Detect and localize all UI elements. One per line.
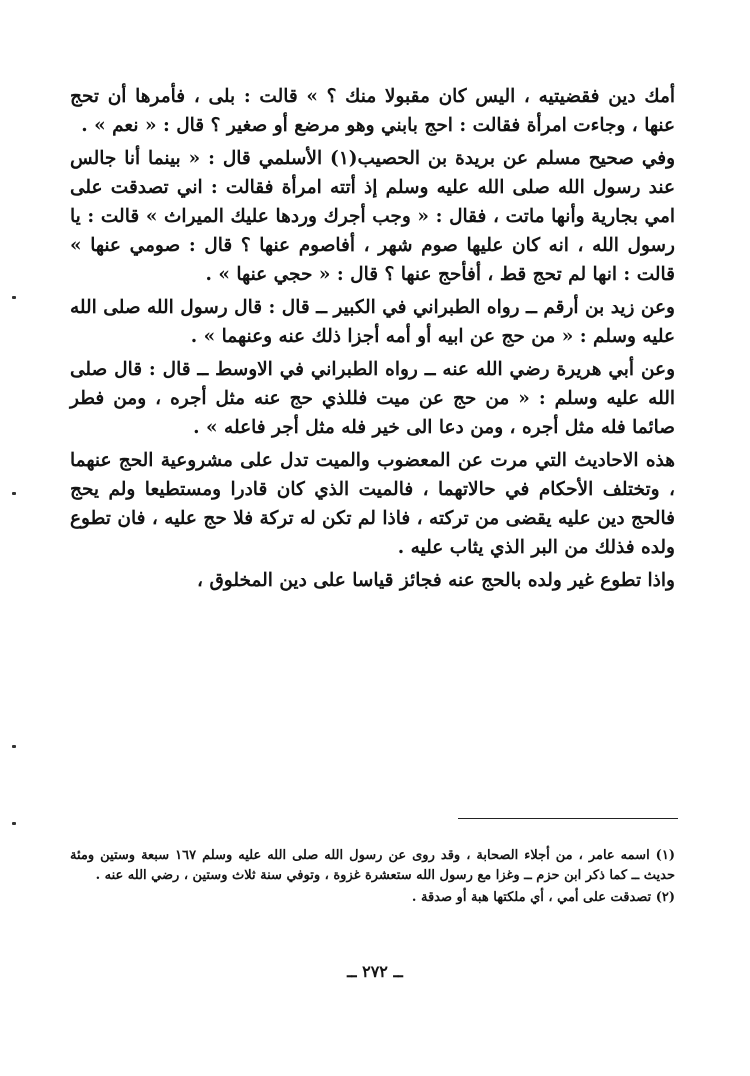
page-number: ــ ٢٧٢ ــ [347, 962, 403, 981]
footnote-separator [458, 818, 678, 819]
paragraph-6: واذا تطوع غير ولده بالحج عنه فجائز قياسا على دين المخلوق ، [197, 570, 675, 591]
footnotes [70, 846, 675, 910]
paragraph-4: وعن أبي هريرة رضي الله عنه ــ رواه الطبراني في الاوسط ــ قال : قال صلى الله عليه وسلم : « من حج عن ميت فللذي حج عنه مثل أجره ، ومن فطر صائما فله مثل أجره ، ومن دعا الى خير فله مثل أجر فاعله » . [70, 359, 675, 438]
margin-mark [12, 822, 16, 825]
paragraph-3: وعن زيد بن أرقم ــ رواه الطبراني في الكبير ــ قال : قال رسول الله صلى الله عليه وسلم : « من حج عن ابيه أو أمه أجزا ذلك عنه وعنهما » . [70, 297, 675, 347]
footnote-1: (١) اسمه عامر ، من أجلاء الصحابة ، وقد روى عن رسول الله صلى الله عليه وسلم ١٦٧ سبعة وستين ومئة حديث ــ كما ذكر ابن حزم ــ وغزا مع رسول الله ستعشرة غزوة ، وتوفي سنة ثلاث وستين ، رضي الله عنه . [70, 848, 675, 883]
paragraph-1: أمك دين فقضيتيه ، اليس كان مقبولا منك ؟ » قالت : بلى ، فأمرها أن تحج عنها ، وجاءت امرأة فقالت : احج بابني وهو مرضع أو صغير ؟ قال : « نعم » . [70, 86, 675, 136]
margin-mark [12, 745, 16, 748]
footnote-2: (٢) تصدقت على أمي ، أي ملكتها هبة أو صدقة . [411, 890, 675, 905]
margin-mark [12, 492, 16, 495]
paragraph-2: وفي صحيح مسلم عن بريدة بن الحصيب(١) الأسلمي قال : « بينما أنا جالس عند رسول الله صلى الله عليه وسلم إذ أتته امرأة فقالت : اني تصدقت على امي بجارية وأنها ماتت ، فقال : « وجب أجرك وردها عليك الميراث » قالت : يا رسول الله ، انه كان عليها صوم شهر ، أفاصوم عنها ؟ قال : صومي عنها » قالت : انها لم تحج قط ، أفأحج عنها ؟ قال : « حجي عنها » . [70, 148, 676, 285]
margin-mark [12, 296, 16, 299]
paragraph-5: هذه الاحاديث التي مرت عن المعضوب والميت تدل على مشروعية الحج عنهما ، وتختلف الأحكام في حالاتهما ، فالميت الذي كان قادرا ومستطيعا ولم يحج فالحج دين عليه يقضى من تركته ، فاذا لم تكن له تركة فلا حج عليه ، فان تطوع ولده فذلك من البر الذي يثاب عليه . [70, 450, 675, 558]
main-text [70, 82, 675, 599]
